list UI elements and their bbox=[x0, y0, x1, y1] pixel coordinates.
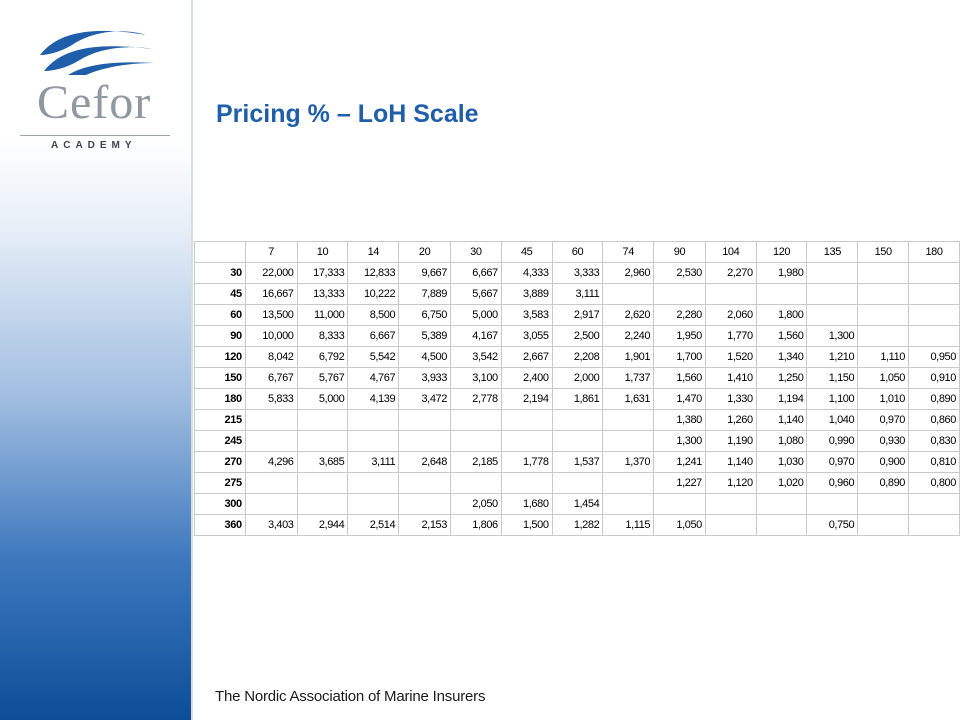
table-cell: 1,150 bbox=[807, 368, 858, 389]
column-header: 10 bbox=[297, 242, 348, 263]
table-cell: 22,000 bbox=[245, 263, 297, 284]
table-cell: 1,080 bbox=[756, 431, 807, 452]
table-cell: 1,210 bbox=[807, 347, 858, 368]
table-cell: 5,767 bbox=[297, 368, 348, 389]
table-cell: 1,370 bbox=[603, 452, 654, 473]
table-cell: 1,260 bbox=[705, 410, 756, 431]
table-cell bbox=[807, 263, 858, 284]
logo-wordmark: Cefor bbox=[37, 76, 152, 129]
table-cell bbox=[909, 263, 960, 284]
column-header: 45 bbox=[501, 242, 552, 263]
table-cell: 1,282 bbox=[552, 515, 603, 536]
table-cell: 1,300 bbox=[654, 431, 706, 452]
table-cell bbox=[603, 494, 654, 515]
table-cell bbox=[909, 284, 960, 305]
table-cell: 0,800 bbox=[909, 473, 960, 494]
table-cell: 3,100 bbox=[451, 368, 502, 389]
table-cell: 2,944 bbox=[297, 515, 348, 536]
table-cell bbox=[552, 410, 603, 431]
table-cell: 2,960 bbox=[603, 263, 654, 284]
table-cell: 16,667 bbox=[245, 284, 297, 305]
table-cell: 10,000 bbox=[245, 326, 297, 347]
table-cell bbox=[909, 326, 960, 347]
table-cell: 3,403 bbox=[245, 515, 297, 536]
table-cell: 1,800 bbox=[756, 305, 807, 326]
table-cell bbox=[756, 284, 807, 305]
table-row bbox=[195, 515, 960, 536]
table-cell: 1,560 bbox=[756, 326, 807, 347]
table-cell: 6,767 bbox=[245, 368, 297, 389]
slide-title: Pricing % – LoH Scale bbox=[216, 100, 479, 128]
logo-rule bbox=[20, 135, 170, 136]
table-cell: 1,737 bbox=[603, 368, 654, 389]
column-header: 180 bbox=[909, 242, 960, 263]
row-header: 150 bbox=[195, 368, 246, 389]
row-header: 90 bbox=[195, 326, 246, 347]
table-cell bbox=[756, 494, 807, 515]
row-header: 60 bbox=[195, 305, 246, 326]
table-cell bbox=[399, 473, 451, 494]
table-cell: 2,060 bbox=[705, 305, 756, 326]
table-cell: 8,333 bbox=[297, 326, 348, 347]
table-cell bbox=[451, 431, 502, 452]
table-cell: 1,190 bbox=[705, 431, 756, 452]
table-cell bbox=[501, 473, 552, 494]
table-cell: 12,833 bbox=[348, 263, 399, 284]
table-cell: 1,030 bbox=[756, 452, 807, 473]
row-header: 30 bbox=[195, 263, 246, 284]
loh-pricing-table bbox=[194, 241, 960, 536]
table-row bbox=[195, 494, 960, 515]
table-cell: 4,333 bbox=[501, 263, 552, 284]
table-cell: 0,890 bbox=[858, 473, 909, 494]
table-cell: 3,055 bbox=[501, 326, 552, 347]
table-cell: 0,970 bbox=[858, 410, 909, 431]
table-cell bbox=[501, 410, 552, 431]
table-cell: 3,583 bbox=[501, 305, 552, 326]
table-cell: 3,333 bbox=[552, 263, 603, 284]
column-header: 30 bbox=[451, 242, 502, 263]
table-cell bbox=[348, 431, 399, 452]
table-cell: 1,861 bbox=[552, 389, 603, 410]
table-cell: 2,280 bbox=[654, 305, 706, 326]
table-row bbox=[195, 263, 960, 284]
table-cell: 1,110 bbox=[858, 347, 909, 368]
table-row bbox=[195, 452, 960, 473]
table-cell: 2,648 bbox=[399, 452, 451, 473]
table-cell: 1,631 bbox=[603, 389, 654, 410]
table-cell: 1,500 bbox=[501, 515, 552, 536]
table-cell: 4,167 bbox=[451, 326, 502, 347]
table-cell bbox=[348, 494, 399, 515]
table-cell: 1,120 bbox=[705, 473, 756, 494]
table-cell: 2,153 bbox=[399, 515, 451, 536]
table-cell: 5,000 bbox=[451, 305, 502, 326]
table-cell: 1,040 bbox=[807, 410, 858, 431]
table-cell: 17,333 bbox=[297, 263, 348, 284]
table-cell: 4,296 bbox=[245, 452, 297, 473]
table-cell: 5,000 bbox=[297, 389, 348, 410]
table-cell: 5,833 bbox=[245, 389, 297, 410]
cefor-logo bbox=[20, 25, 175, 160]
table-row bbox=[195, 284, 960, 305]
table-cell: 1,100 bbox=[807, 389, 858, 410]
table-cell: 1,806 bbox=[451, 515, 502, 536]
table-corner-cell bbox=[195, 242, 246, 263]
table-header-row bbox=[195, 242, 960, 263]
table-cell bbox=[297, 494, 348, 515]
table-cell bbox=[552, 431, 603, 452]
pricing-table bbox=[194, 241, 960, 536]
table-cell: 2,400 bbox=[501, 368, 552, 389]
table-cell: 0,930 bbox=[858, 431, 909, 452]
table-cell bbox=[245, 410, 297, 431]
row-header: 275 bbox=[195, 473, 246, 494]
table-cell: 1,380 bbox=[654, 410, 706, 431]
table-cell: 8,500 bbox=[348, 305, 399, 326]
table-cell bbox=[705, 515, 756, 536]
table-cell: 1,050 bbox=[858, 368, 909, 389]
table-cell: 3,472 bbox=[399, 389, 451, 410]
table-cell bbox=[451, 410, 502, 431]
table-cell bbox=[451, 473, 502, 494]
table-cell: 4,139 bbox=[348, 389, 399, 410]
table-cell bbox=[399, 410, 451, 431]
table-cell bbox=[245, 431, 297, 452]
table-cell: 1,115 bbox=[603, 515, 654, 536]
column-header: 20 bbox=[399, 242, 451, 263]
table-cell: 13,500 bbox=[245, 305, 297, 326]
table-cell: 9,667 bbox=[399, 263, 451, 284]
table-cell bbox=[858, 515, 909, 536]
table-cell: 0,990 bbox=[807, 431, 858, 452]
table-cell bbox=[909, 515, 960, 536]
table-row bbox=[195, 410, 960, 431]
table-cell: 0,910 bbox=[909, 368, 960, 389]
table-cell: 1,330 bbox=[705, 389, 756, 410]
row-header: 360 bbox=[195, 515, 246, 536]
table-cell: 5,389 bbox=[399, 326, 451, 347]
table-cell bbox=[858, 284, 909, 305]
table-cell: 0,750 bbox=[807, 515, 858, 536]
table-cell bbox=[909, 305, 960, 326]
table-row bbox=[195, 368, 960, 389]
table-cell bbox=[348, 473, 399, 494]
table-cell: 1,020 bbox=[756, 473, 807, 494]
table-cell bbox=[909, 494, 960, 515]
table-cell bbox=[603, 410, 654, 431]
table-cell bbox=[399, 494, 451, 515]
table-cell: 1,140 bbox=[705, 452, 756, 473]
table-cell: 4,767 bbox=[348, 368, 399, 389]
table-cell: 6,792 bbox=[297, 347, 348, 368]
table-row bbox=[195, 305, 960, 326]
table-cell bbox=[654, 284, 706, 305]
table-cell: 3,542 bbox=[451, 347, 502, 368]
table-cell: 6,667 bbox=[451, 263, 502, 284]
column-header: 135 bbox=[807, 242, 858, 263]
row-header: 270 bbox=[195, 452, 246, 473]
table-cell: 1,770 bbox=[705, 326, 756, 347]
table-cell: 1,470 bbox=[654, 389, 706, 410]
table-cell: 8,042 bbox=[245, 347, 297, 368]
table-cell: 1,010 bbox=[858, 389, 909, 410]
table-cell: 2,667 bbox=[501, 347, 552, 368]
column-header: 74 bbox=[603, 242, 654, 263]
table-cell bbox=[858, 305, 909, 326]
table-cell: 6,750 bbox=[399, 305, 451, 326]
table-cell: 2,270 bbox=[705, 263, 756, 284]
table-cell: 3,685 bbox=[297, 452, 348, 473]
table-cell: 1,520 bbox=[705, 347, 756, 368]
table-cell: 1,227 bbox=[654, 473, 706, 494]
column-header: 90 bbox=[654, 242, 706, 263]
table-cell: 1,050 bbox=[654, 515, 706, 536]
table-cell bbox=[399, 431, 451, 452]
table-cell: 1,980 bbox=[756, 263, 807, 284]
table-cell: 1,454 bbox=[552, 494, 603, 515]
logo-subtitle: ACADEMY bbox=[51, 140, 137, 151]
table-cell: 1,300 bbox=[807, 326, 858, 347]
row-header: 120 bbox=[195, 347, 246, 368]
table-cell bbox=[245, 494, 297, 515]
table-cell: 0,950 bbox=[909, 347, 960, 368]
table-cell bbox=[654, 494, 706, 515]
table-cell: 13,333 bbox=[297, 284, 348, 305]
column-header: 104 bbox=[705, 242, 756, 263]
table-cell: 4,500 bbox=[399, 347, 451, 368]
table-cell: 2,778 bbox=[451, 389, 502, 410]
table-cell bbox=[705, 284, 756, 305]
table-cell: 0,860 bbox=[909, 410, 960, 431]
row-header: 245 bbox=[195, 431, 246, 452]
table-cell: 0,890 bbox=[909, 389, 960, 410]
table-cell bbox=[603, 473, 654, 494]
table-cell: 2,185 bbox=[451, 452, 502, 473]
table-cell: 11,000 bbox=[297, 305, 348, 326]
table-cell bbox=[245, 473, 297, 494]
table-cell: 2,240 bbox=[603, 326, 654, 347]
table-cell: 0,970 bbox=[807, 452, 858, 473]
table-cell bbox=[807, 284, 858, 305]
table-row bbox=[195, 431, 960, 452]
table-cell bbox=[807, 305, 858, 326]
table-cell: 2,000 bbox=[552, 368, 603, 389]
table-cell bbox=[705, 494, 756, 515]
table-cell bbox=[603, 431, 654, 452]
table-cell: 1,778 bbox=[501, 452, 552, 473]
table-cell bbox=[348, 410, 399, 431]
table-cell bbox=[603, 284, 654, 305]
table-cell bbox=[297, 431, 348, 452]
column-header: 120 bbox=[756, 242, 807, 263]
table-cell bbox=[858, 326, 909, 347]
table-cell: 5,542 bbox=[348, 347, 399, 368]
table-cell: 2,530 bbox=[654, 263, 706, 284]
table-cell: 3,111 bbox=[348, 452, 399, 473]
table-cell: 3,111 bbox=[552, 284, 603, 305]
table-cell: 1,537 bbox=[552, 452, 603, 473]
table-cell bbox=[756, 515, 807, 536]
table-cell: 3,933 bbox=[399, 368, 451, 389]
table-cell: 1,410 bbox=[705, 368, 756, 389]
table-cell: 3,889 bbox=[501, 284, 552, 305]
column-header: 7 bbox=[245, 242, 297, 263]
table-cell: 1,700 bbox=[654, 347, 706, 368]
table-cell: 2,050 bbox=[451, 494, 502, 515]
table-cell: 1,340 bbox=[756, 347, 807, 368]
table-cell: 1,241 bbox=[654, 452, 706, 473]
table-cell: 1,250 bbox=[756, 368, 807, 389]
column-header: 150 bbox=[858, 242, 909, 263]
table-cell: 1,680 bbox=[501, 494, 552, 515]
table-cell: 2,194 bbox=[501, 389, 552, 410]
table-cell: 2,208 bbox=[552, 347, 603, 368]
table-cell: 2,917 bbox=[552, 305, 603, 326]
column-header: 60 bbox=[552, 242, 603, 263]
sidebar-divider bbox=[191, 0, 193, 720]
table-cell: 1,901 bbox=[603, 347, 654, 368]
table-cell: 10,222 bbox=[348, 284, 399, 305]
footer-text: The Nordic Association of Marine Insurers bbox=[215, 688, 486, 705]
table-cell: 1,140 bbox=[756, 410, 807, 431]
row-header: 180 bbox=[195, 389, 246, 410]
table-cell: 2,514 bbox=[348, 515, 399, 536]
column-header: 14 bbox=[348, 242, 399, 263]
table-cell: 1,950 bbox=[654, 326, 706, 347]
table-cell: 0,960 bbox=[807, 473, 858, 494]
table-cell: 6,667 bbox=[348, 326, 399, 347]
table-cell bbox=[858, 494, 909, 515]
table-row bbox=[195, 326, 960, 347]
table-cell bbox=[297, 473, 348, 494]
table-cell: 5,667 bbox=[451, 284, 502, 305]
table-row bbox=[195, 389, 960, 410]
row-header: 300 bbox=[195, 494, 246, 515]
table-cell: 0,810 bbox=[909, 452, 960, 473]
table-cell: 2,620 bbox=[603, 305, 654, 326]
wave-logo-icon bbox=[38, 25, 158, 80]
table-cell: 1,560 bbox=[654, 368, 706, 389]
table-cell: 0,830 bbox=[909, 431, 960, 452]
table-cell bbox=[858, 263, 909, 284]
table-cell: 2,500 bbox=[552, 326, 603, 347]
table-row bbox=[195, 473, 960, 494]
table-row bbox=[195, 347, 960, 368]
table-cell: 0,900 bbox=[858, 452, 909, 473]
table-cell bbox=[501, 431, 552, 452]
row-header: 215 bbox=[195, 410, 246, 431]
table-cell bbox=[552, 473, 603, 494]
table-cell bbox=[807, 494, 858, 515]
table-cell bbox=[297, 410, 348, 431]
row-header: 45 bbox=[195, 284, 246, 305]
table-cell: 7,889 bbox=[399, 284, 451, 305]
table-cell: 1,194 bbox=[756, 389, 807, 410]
